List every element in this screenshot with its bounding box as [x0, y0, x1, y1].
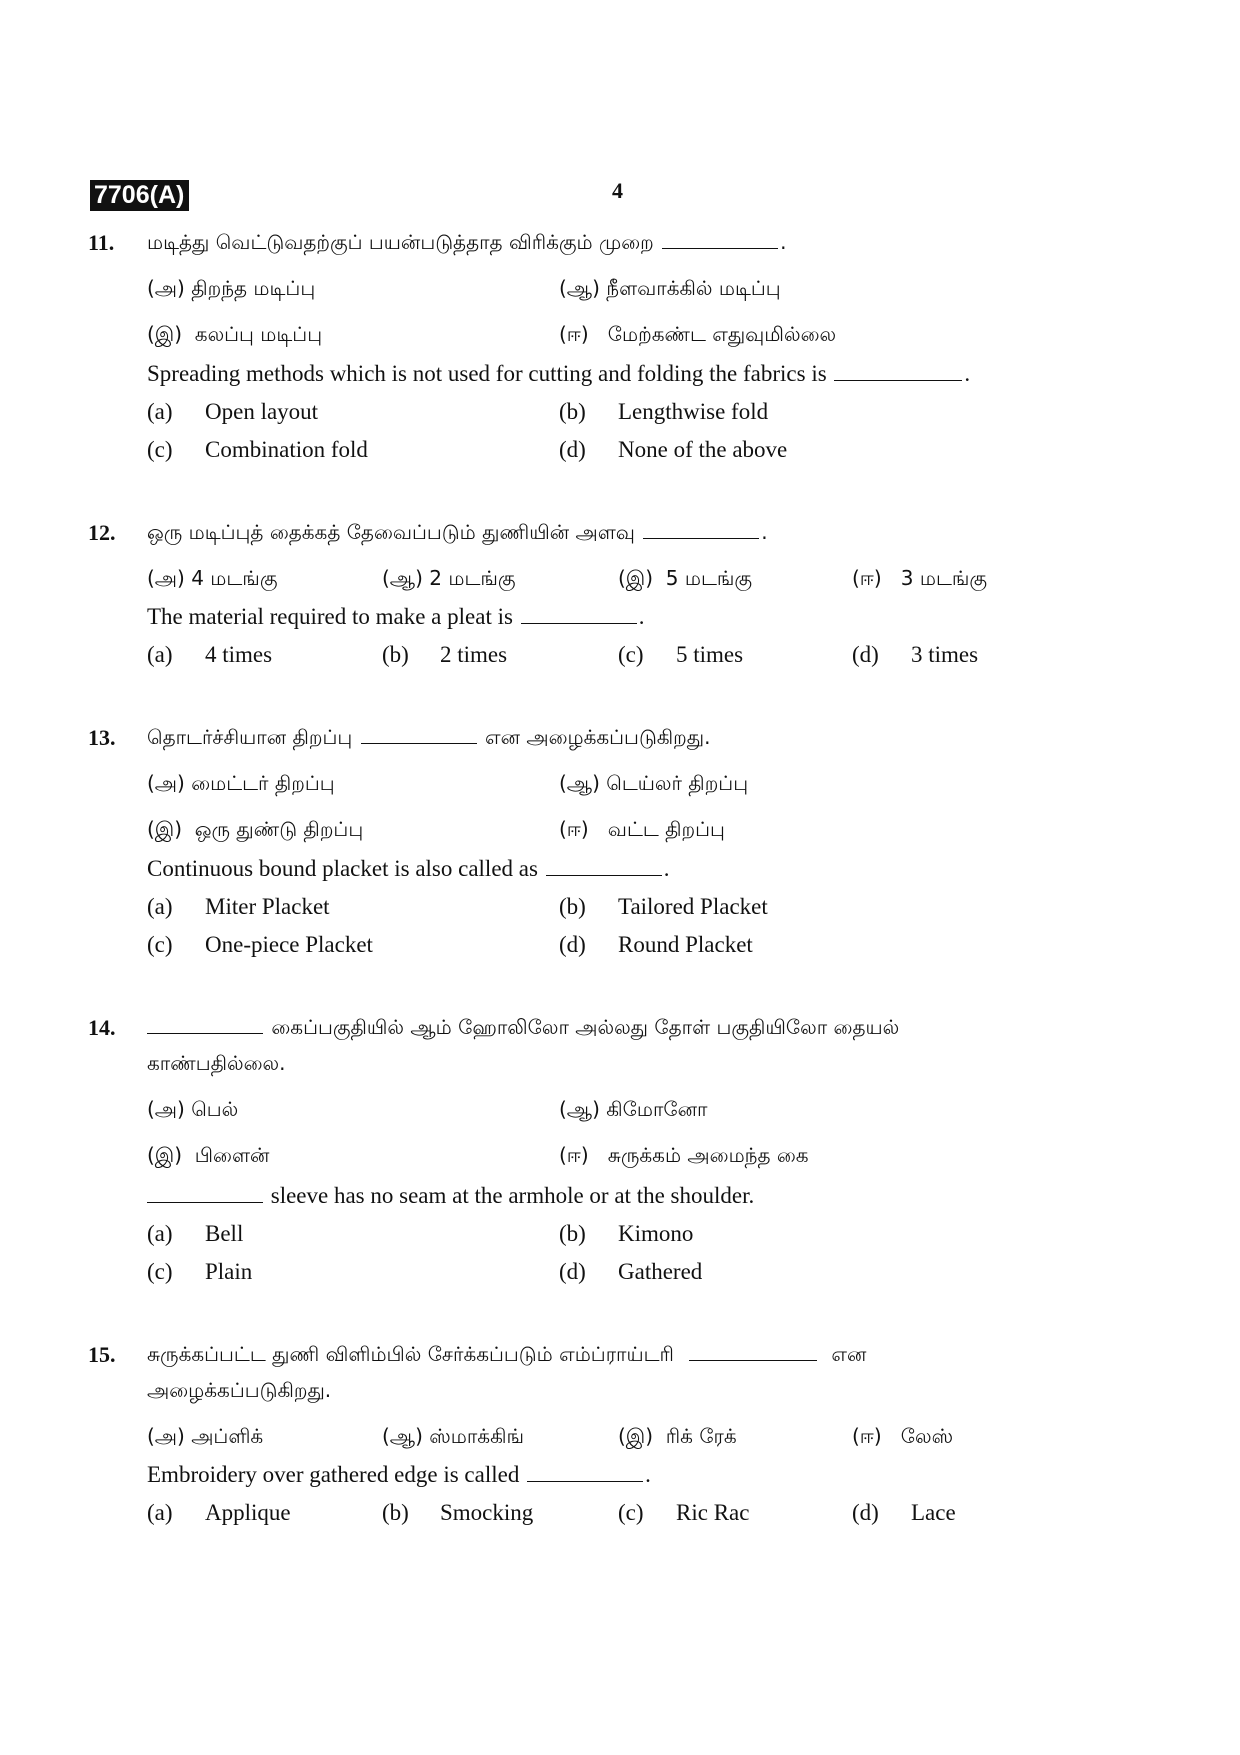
- tamil-option-a: (அ) அப்ளிக்: [147, 1424, 264, 1448]
- english-option-d: Round Placket: [618, 932, 753, 957]
- english-stem: Embroidery over gathered edge is called .: [147, 1462, 651, 1487]
- english-option-a: Open layout: [205, 399, 319, 424]
- english-option-d-label: (d): [852, 1500, 879, 1525]
- english-option-c-label: (c): [618, 642, 644, 667]
- english-option-d: 3 times: [911, 642, 979, 667]
- english-option-b: Smocking: [440, 1500, 534, 1525]
- english-option-b: Tailored Placket: [618, 894, 768, 919]
- english-option-c: One-piece Placket: [205, 932, 373, 957]
- english-option-d-label: (d): [852, 642, 879, 667]
- english-option-a: Bell: [205, 1221, 244, 1246]
- paper-code: 7706(A): [90, 180, 189, 211]
- tamil-stem-line1: கைப்பகுதியில் ஆம் ஹோலிலோ அல்லது தோள் பகுதியிலோ தையல்: [147, 1015, 899, 1042]
- english-option-c: 5 times: [676, 642, 744, 667]
- english-option-c: Plain: [205, 1259, 253, 1284]
- tamil-option-c: (இ) கலப்பு மடிப்பு: [147, 322, 323, 346]
- english-option-a-label: (a): [147, 399, 173, 424]
- question-number: 13.: [88, 725, 116, 750]
- tamil-stem: மடித்து வெட்டுவதற்குப் பயன்படுத்தாத விரிக்கும் முறை .: [147, 230, 787, 254]
- english-option-a: Applique: [205, 1500, 291, 1525]
- english-option-b-label: (b): [382, 642, 409, 667]
- question-number: 12.: [88, 520, 116, 545]
- english-option-d: Lace: [911, 1500, 956, 1525]
- english-option-b-label: (b): [559, 894, 586, 919]
- english-option-b: 2 times: [440, 642, 508, 667]
- question-number: 11.: [88, 230, 115, 255]
- tamil-option-c: (இ) 5 மடங்கு: [618, 566, 753, 590]
- english-option-a-label: (a): [147, 894, 173, 919]
- tamil-stem-line1: சுருக்கப்பட்ட துணி விளிம்பில் சேர்க்கப்படும் எம்ப்ராய்டரி என: [147, 1342, 867, 1366]
- tamil-stem-line2: அழைக்கப்படுகிறது.: [147, 1378, 332, 1402]
- tamil-option-a: (அ) திறந்த மடிப்பு: [147, 276, 316, 300]
- english-option-a: Miter Placket: [205, 894, 330, 919]
- english-option-c-label: (c): [147, 437, 173, 462]
- english-option-c-label: (c): [147, 932, 173, 957]
- tamil-stem: தொடர்ச்சியான திறப்பு என அழைக்கப்படுகிறது.: [147, 725, 711, 749]
- english-option-c: Combination fold: [205, 437, 368, 462]
- english-option-d-label: (d): [559, 932, 586, 957]
- tamil-option-b: (ஆ) 2 மடங்கு: [382, 566, 516, 590]
- english-option-d-label: (d): [559, 437, 586, 462]
- english-option-c-label: (c): [147, 1259, 173, 1284]
- tamil-option-c: (இ) பிளைன்: [147, 1143, 270, 1167]
- english-option-d-label: (d): [559, 1259, 586, 1284]
- tamil-option-c: (இ) ஒரு துண்டு திறப்பு: [147, 817, 364, 841]
- tamil-stem: ஒரு மடிப்புத் தைக்கத் தேவைப்படும் துணியின் அளவு .: [147, 520, 768, 544]
- english-stem: The material required to make a pleat is .: [147, 604, 645, 629]
- tamil-option-d: (ஈ) லேஸ்: [852, 1424, 954, 1448]
- english-option-a-label: (a): [147, 1500, 173, 1525]
- tamil-stem-line2: காண்பதில்லை.: [147, 1051, 286, 1075]
- english-option-c: Ric Rac: [676, 1500, 750, 1525]
- question-number: 14.: [88, 1015, 116, 1040]
- tamil-option-d: (ஈ) சுருக்கம் அமைந்த கை: [559, 1143, 809, 1167]
- question-number: 15.: [88, 1342, 116, 1367]
- tamil-option-d: (ஈ) மேற்கண்ட எதுவுமில்லை: [559, 322, 837, 346]
- english-option-b-label: (b): [559, 399, 586, 424]
- tamil-option-a: (அ) மைட்டர் திறப்பு: [147, 771, 335, 795]
- tamil-option-d: (ஈ) வட்ட திறப்பு: [559, 817, 725, 841]
- english-stem: Continuous bound placket is also called as .: [147, 856, 670, 881]
- page-number: 4: [612, 178, 623, 203]
- tamil-option-b: (ஆ) கிமோனோ: [559, 1097, 708, 1121]
- tamil-option-b: (ஆ) ஸ்மாக்கிங்: [382, 1424, 524, 1448]
- tamil-option-c: (இ) ரிக் ரேக்: [618, 1424, 737, 1448]
- english-option-d: None of the above: [618, 437, 788, 462]
- english-option-b: Kimono: [618, 1221, 694, 1246]
- english-stem: sleeve has no seam at the armhole or at the shoulder.: [147, 1183, 754, 1209]
- tamil-option-d: (ஈ) 3 மடங்கு: [852, 566, 988, 590]
- english-option-a-label: (a): [147, 1221, 173, 1246]
- tamil-option-b: (ஆ) நீளவாக்கில் மடிப்பு: [559, 276, 781, 300]
- english-option-c-label: (c): [618, 1500, 644, 1525]
- tamil-option-a: (அ) 4 மடங்கு: [147, 566, 278, 590]
- english-option-b: Lengthwise fold: [618, 399, 769, 424]
- tamil-option-b: (ஆ) டெய்லர் திறப்பு: [559, 771, 749, 795]
- tamil-option-a: (அ) பெல்: [147, 1097, 239, 1121]
- english-option-d: Gathered: [618, 1259, 703, 1284]
- english-option-a: 4 times: [205, 642, 273, 667]
- english-stem: Spreading methods which is not used for cutting and folding the fabrics is .: [147, 361, 971, 386]
- english-option-b-label: (b): [559, 1221, 586, 1246]
- english-option-a-label: (a): [147, 642, 173, 667]
- english-option-b-label: (b): [382, 1500, 409, 1525]
